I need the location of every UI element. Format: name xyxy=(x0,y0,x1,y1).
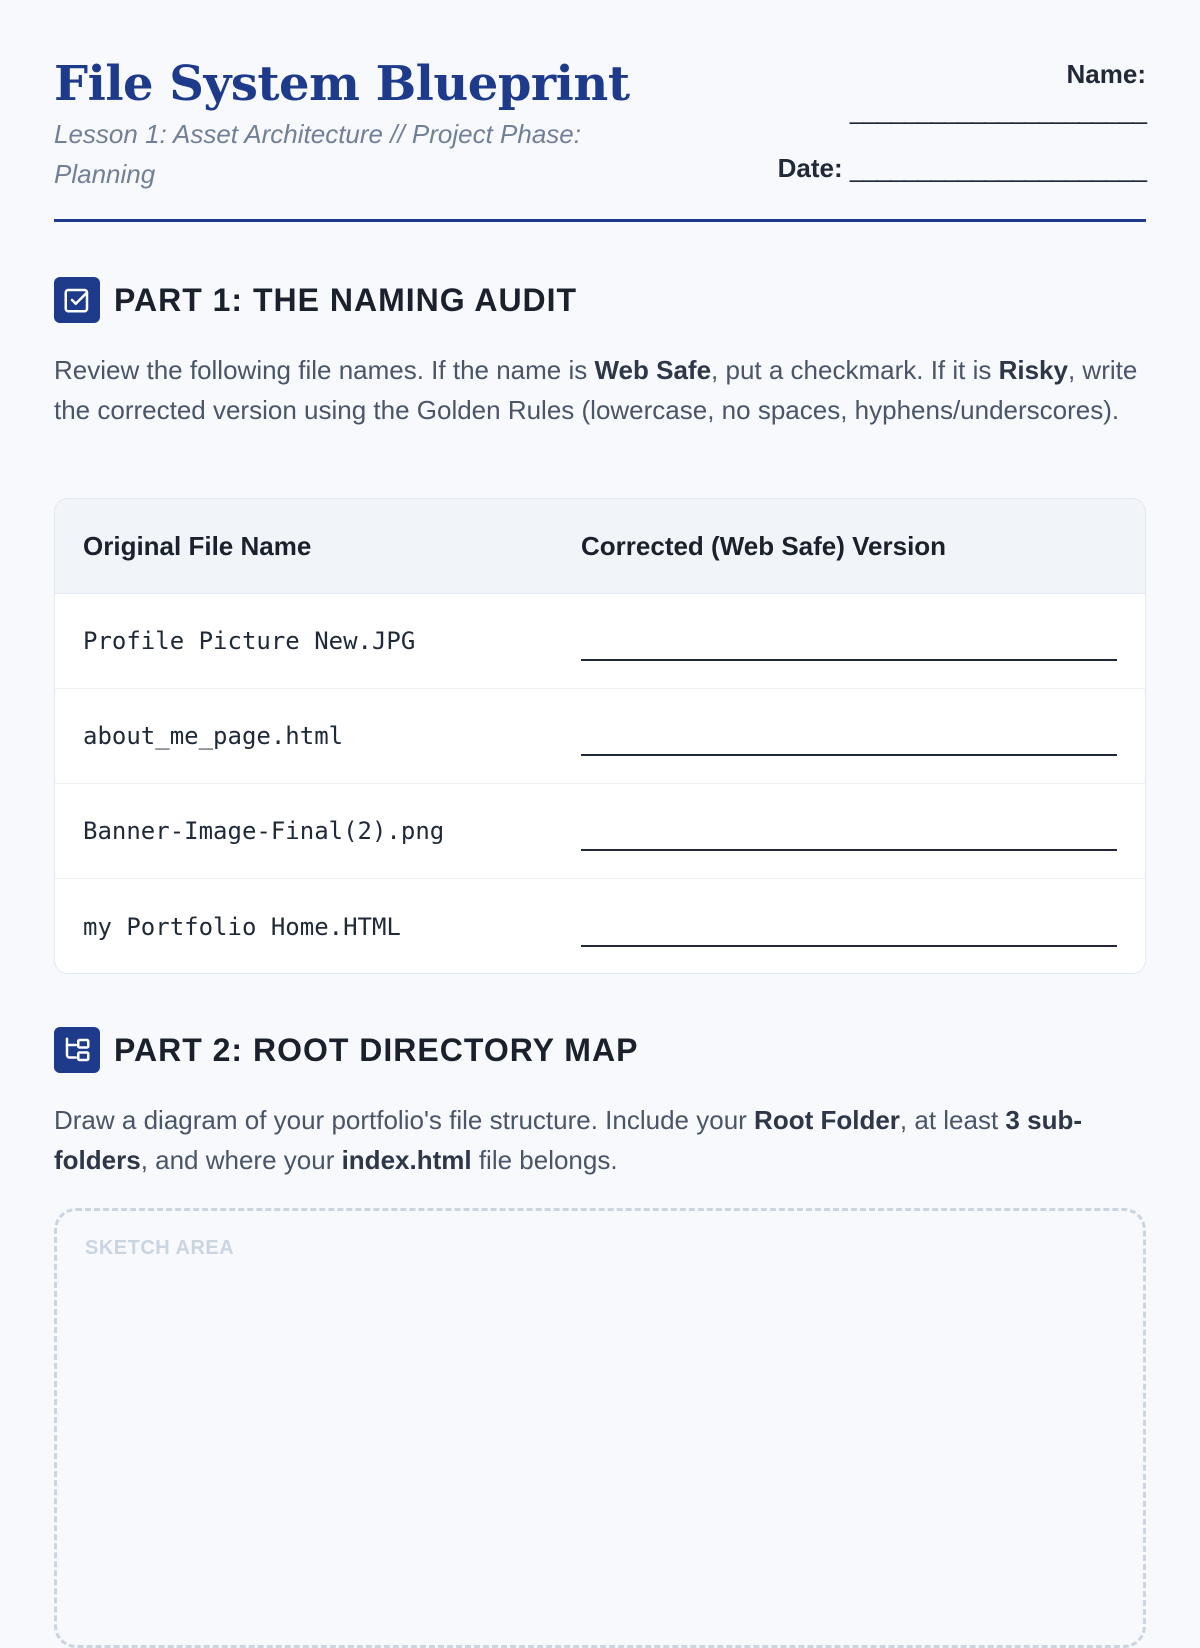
corrected-name-field[interactable] xyxy=(581,716,1145,756)
page-subtitle: Lesson 1: Asset Architecture // Project Phase: Planning xyxy=(54,119,581,189)
instruction-text: , write the corrected version using the Golden Rules (lowercase, no spaces, hyphens/underscores). xyxy=(54,355,1138,425)
table-row xyxy=(55,784,1145,879)
corrected-name-field[interactable] xyxy=(581,811,1145,851)
naming-audit-table xyxy=(54,498,1146,974)
sketch-area[interactable] xyxy=(54,1208,1146,1648)
corrected-name-field[interactable] xyxy=(581,621,1145,661)
answer-line[interactable] xyxy=(581,730,1117,756)
folder-tree-icon xyxy=(54,1027,100,1073)
page-title: File System Blueprint xyxy=(54,56,630,112)
checkbox-icon xyxy=(54,277,100,323)
instruction-bold: Web Safe xyxy=(594,355,712,385)
instruction-text: , put a checkmark. If it is xyxy=(711,355,999,385)
part2-instructions xyxy=(54,1100,1146,1180)
original-file-name: about_me_page.html xyxy=(83,722,344,750)
column-header-original: Original File Name xyxy=(83,530,312,561)
instruction-bold: Risky xyxy=(998,355,1068,385)
original-file-name: Banner-Image-Final(2).png xyxy=(83,817,445,845)
sketch-area-label: SKETCH AREA xyxy=(85,1237,235,1259)
part1-instructions xyxy=(54,350,1146,430)
part2-heading xyxy=(54,1027,1146,1073)
instruction-text: Draw a diagram of your portfolio's file structure. Include your xyxy=(54,1105,755,1135)
table-row xyxy=(55,689,1145,784)
worksheet-header xyxy=(54,0,1146,222)
answer-line[interactable] xyxy=(581,825,1117,851)
name-field[interactable]: ______________________ xyxy=(849,95,1146,125)
instruction-bold: Root Folder xyxy=(754,1105,900,1135)
part1-title: PART 1: THE NAMING AUDIT xyxy=(114,281,578,318)
student-info xyxy=(726,56,1146,186)
date-row xyxy=(726,150,1146,186)
corrected-name-field[interactable] xyxy=(581,907,1145,947)
part2-title: PART 2: ROOT DIRECTORY MAP xyxy=(114,1031,639,1068)
answer-line[interactable] xyxy=(581,635,1117,661)
original-file-name: my Portfolio Home.HTML xyxy=(83,912,401,941)
date-field[interactable]: ______________________ xyxy=(849,153,1146,183)
name-label: Name: xyxy=(1066,59,1146,89)
answer-line[interactable] xyxy=(581,921,1117,947)
instruction-text: file belongs. xyxy=(471,1145,618,1175)
instruction-text: , and where your xyxy=(140,1145,342,1175)
instruction-bold: 3 sub-folders xyxy=(54,1105,1082,1175)
date-label: Date: xyxy=(777,153,843,183)
part1-heading xyxy=(54,277,1146,323)
instruction-text: , at least xyxy=(899,1105,1006,1135)
table-row xyxy=(55,594,1145,689)
instruction-text: Review the following file names. If the name is xyxy=(54,355,595,385)
table-header-row xyxy=(55,499,1145,594)
original-file-name: Profile Picture New.JPG xyxy=(83,627,416,655)
instruction-bold: index.html xyxy=(341,1145,472,1175)
column-header-corrected: Corrected (Web Safe) Version xyxy=(581,530,947,561)
table-row xyxy=(55,879,1145,974)
